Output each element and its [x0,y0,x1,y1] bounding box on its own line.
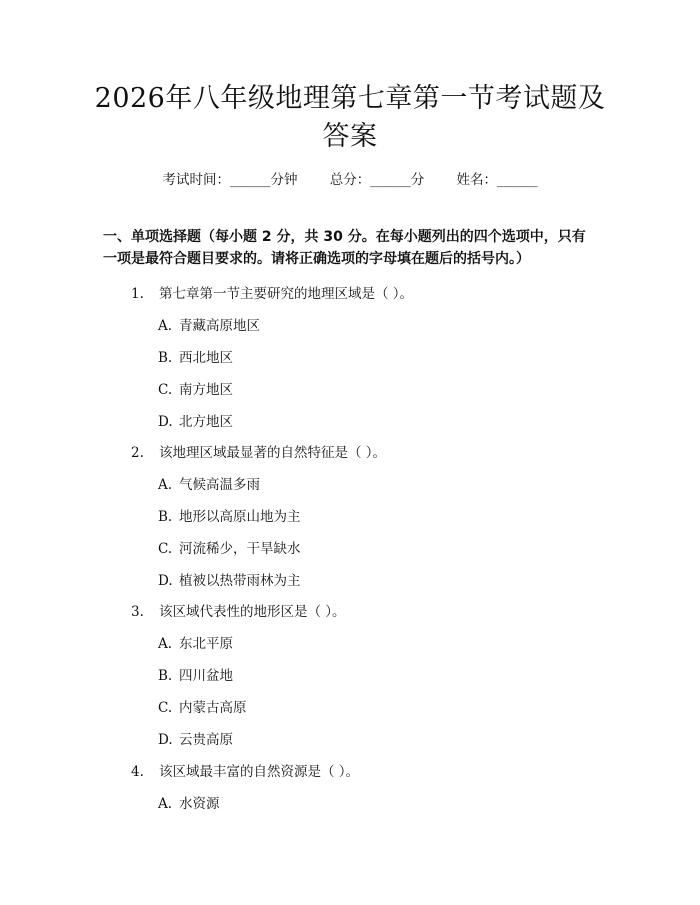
student-name-field: 姓名：______ [456,172,538,188]
option-letter: A. [158,636,173,652]
option [158,473,260,493]
option-letter: C. [158,700,173,716]
question-3 [131,600,346,620]
option-text: 气候高温多雨 [179,477,260,493]
question-4 [131,760,359,780]
option-letter: A. [158,796,173,812]
option-letter: A. [158,318,173,334]
question-1 [131,282,413,302]
option-text: 南方地区 [179,382,233,398]
option [158,410,233,430]
option-text: 植被以热带雨林为主 [179,573,301,589]
option-text: 东北平原 [179,636,233,652]
option [158,346,233,366]
option-text: 西北地区 [179,350,233,366]
option-text: 河流稀少，干旱缺水 [179,541,301,557]
option-text: 内蒙古高原 [179,700,247,716]
option-letter: C. [158,382,173,398]
exam-time-field: 考试时间：______分钟 [162,172,298,188]
option [158,664,233,684]
option [158,314,260,334]
option-text: 北方地区 [179,414,233,430]
option-text: 地形以高原山地为主 [179,509,301,525]
question-text: 该地理区域最显著的自然特征是（ ）。 [159,445,387,461]
question-number: 1. [131,286,144,302]
option-text: 四川盆地 [179,668,233,684]
question-number: 2. [131,445,144,461]
option-letter: B. [158,509,173,525]
option-letter: C. [158,541,173,557]
option-letter: B. [158,668,173,684]
option-letter: B. [158,350,173,366]
question-text: 该区域代表性的地形区是（ ）。 [159,604,346,620]
option [158,505,301,525]
page-title: 2026年八年级地理第七章第一节考试题及答案 [94,83,606,152]
section-heading: 一、单项选择题（每小题 2 分，共 30 分。在每小题列出的四个选项中，只有一项是最符合题目要求的。请将正确选项的字母填在题后的括号内。） [103,229,586,267]
question-2 [131,441,386,461]
option [158,537,301,557]
option [158,378,233,398]
option-text: 青藏高原地区 [179,318,260,334]
option-letter: D. [158,573,173,589]
option-text: 水资源 [179,796,220,812]
question-number: 3. [131,604,144,620]
option [158,792,220,812]
exam-meta [0,168,700,188]
option-text: 云贵高原 [179,732,233,748]
option-letter: D. [158,732,173,748]
question-text: 第七章第一节主要研究的地理区域是（ ）。 [159,286,414,302]
option-letter: D. [158,414,173,430]
option [158,632,233,652]
total-score-field: 总分：______分 [329,172,425,188]
option [158,569,301,589]
question-number: 4. [131,764,144,780]
option [158,696,247,716]
question-text: 该区域最丰富的自然资源是（ ）。 [159,764,360,780]
option [158,728,233,748]
option-letter: A. [158,477,173,493]
